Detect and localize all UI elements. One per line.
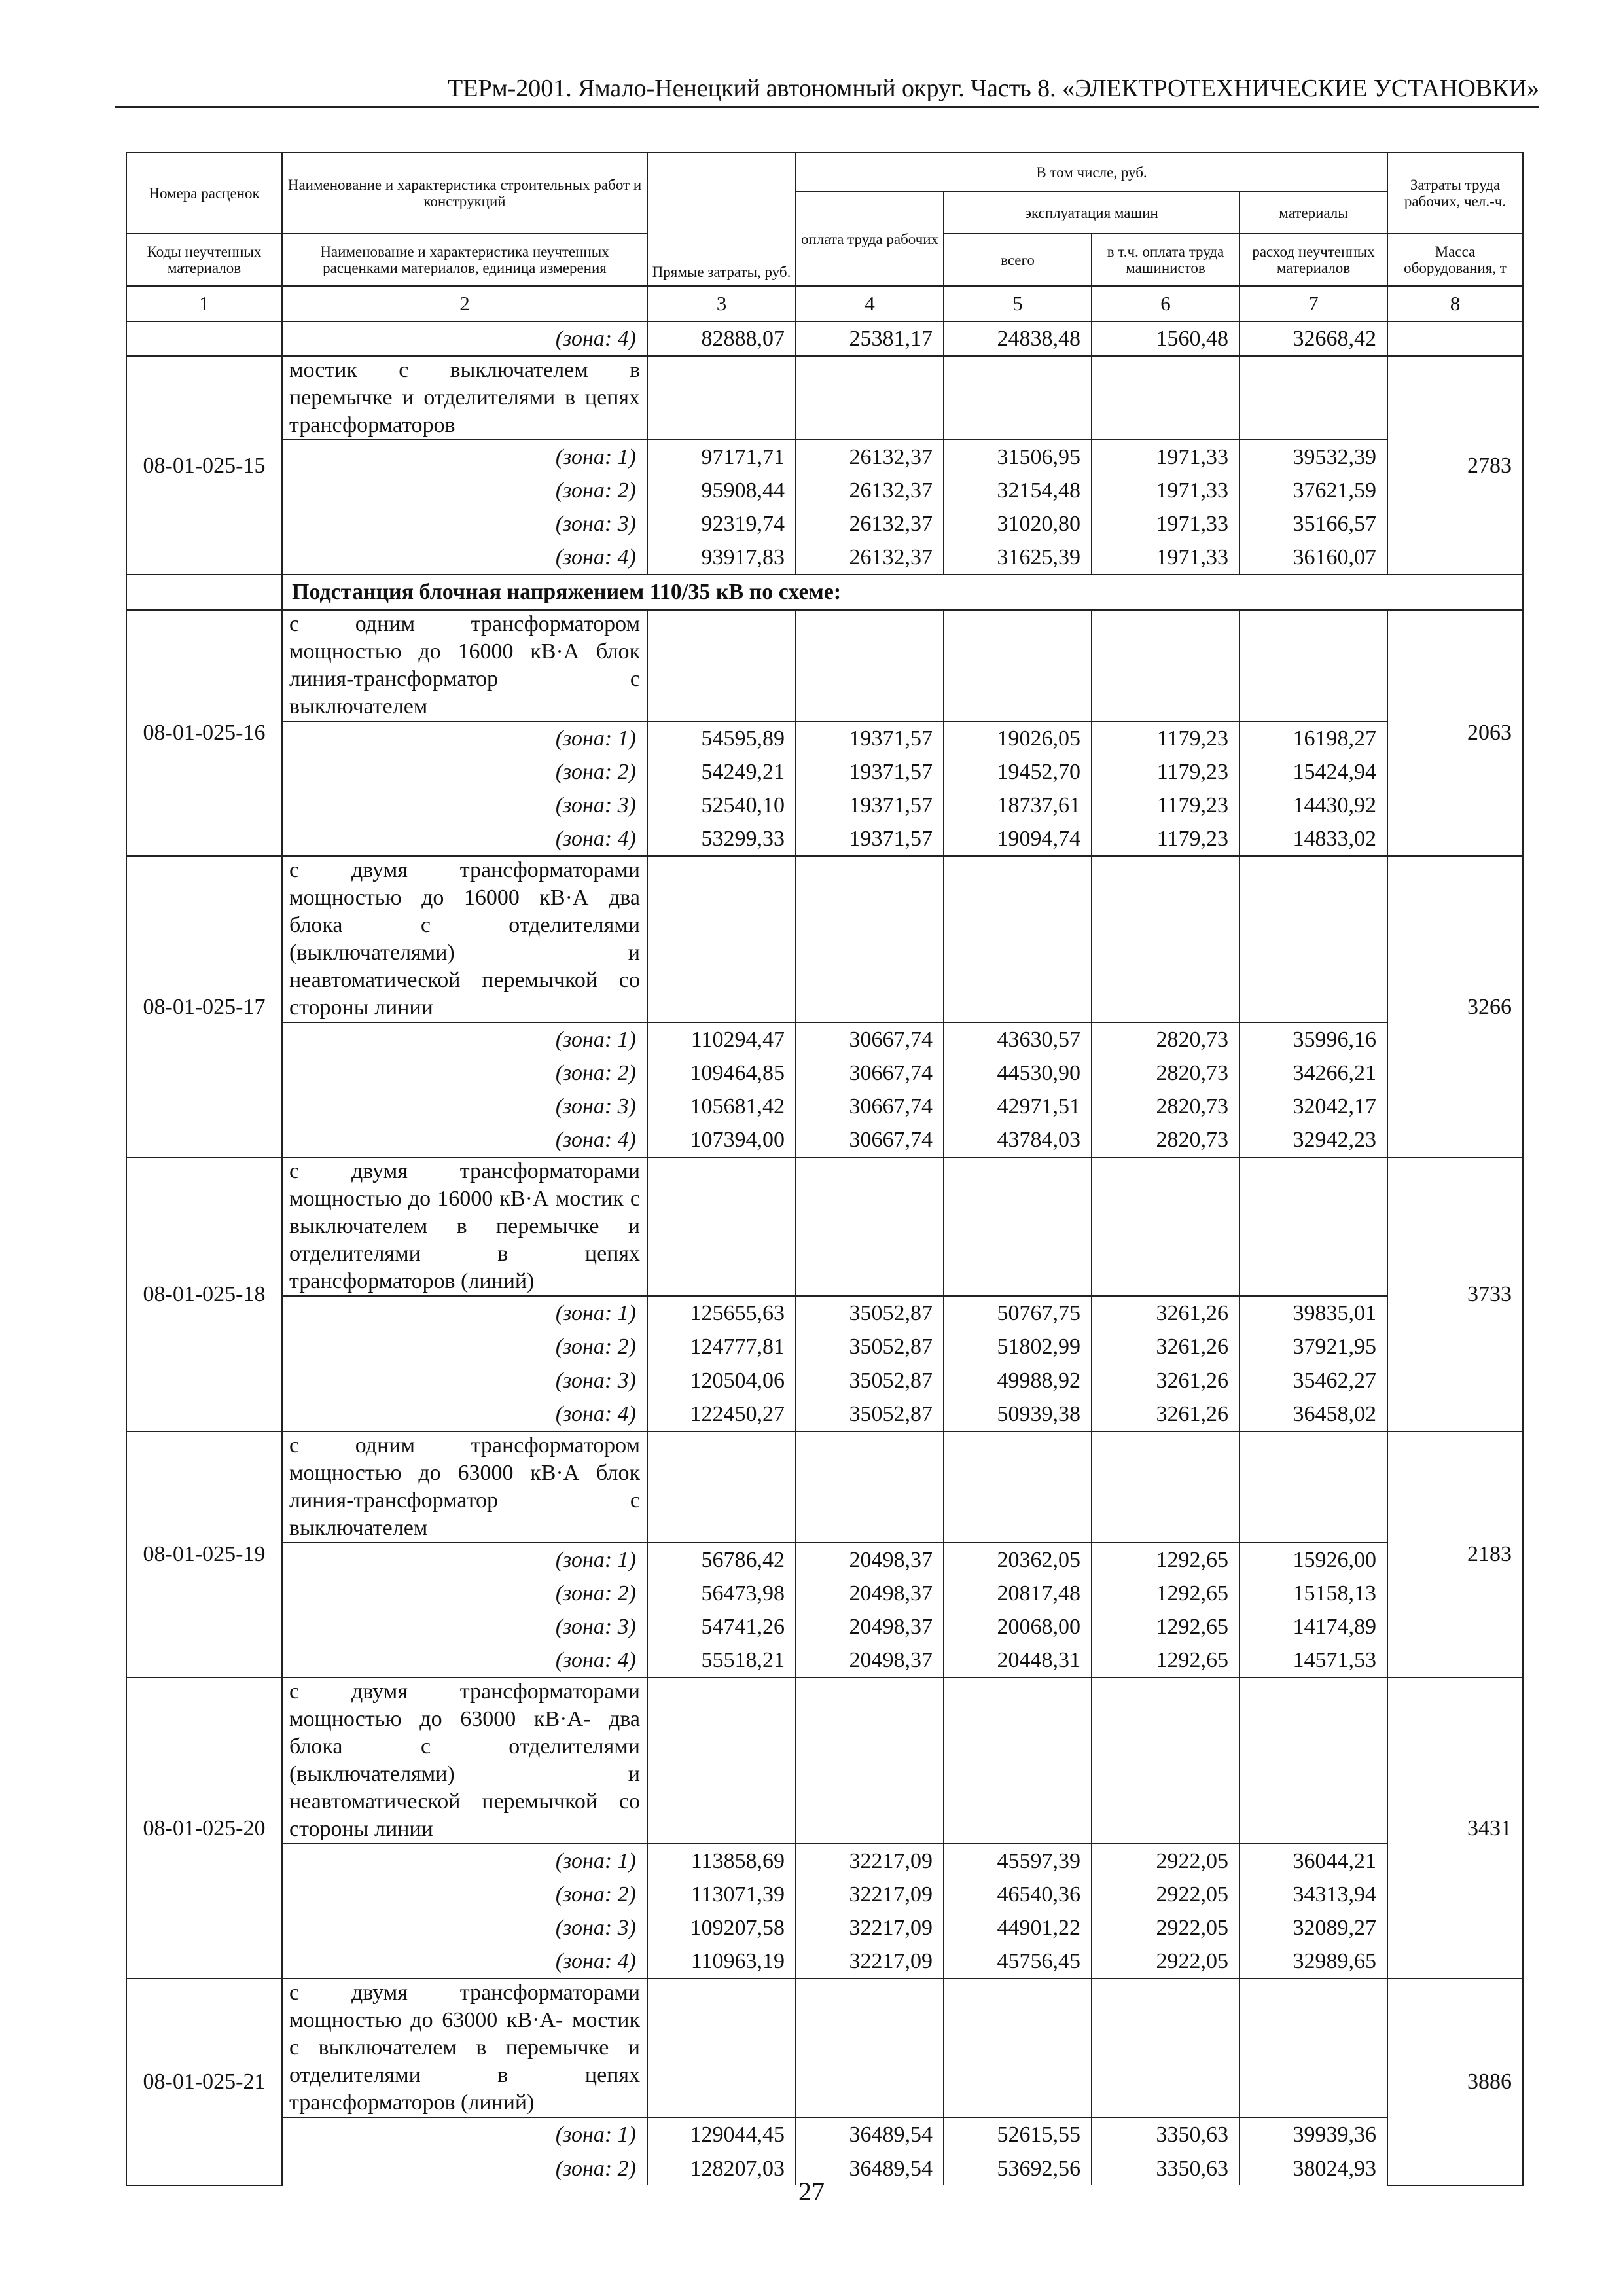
col4-header: оплата труда рабочих (796, 192, 944, 286)
value-cell: 26132,37 (796, 474, 944, 507)
zone-label: (зона: 2) (282, 474, 647, 507)
value-cell: 31625,39 (944, 541, 1092, 575)
zone-row (126, 440, 1523, 474)
value-cell: 124777,81 (647, 1330, 796, 1363)
value-cell (647, 610, 796, 721)
zone-label: (зона: 4) (282, 1397, 647, 1431)
value-cell: 128207,03 (647, 2152, 796, 2185)
col-number: 1 (126, 286, 282, 321)
value-cell (944, 1157, 1092, 1296)
value-cell (647, 1979, 796, 2117)
col2-bottom-header: Наименование и характеристика неучтенных расценками материалов, единица измерения (282, 234, 647, 286)
value-cell: 44901,22 (944, 1911, 1092, 1945)
column-numbers-row (126, 286, 1523, 321)
work-description: с двумя трансформаторами мощностью до 16000 кВ·А мостик с выключателем в перемычке и отделителями в цепях трансформаторов (линий) (282, 1157, 647, 1296)
zone-label: (зона: 3) (282, 1610, 647, 1643)
value-cell: 54595,89 (647, 721, 796, 755)
value-cell (1092, 610, 1240, 721)
value-cell: 19094,74 (944, 822, 1092, 856)
col-number: 6 (1092, 286, 1240, 321)
zone-label: (зона: 1) (282, 1844, 647, 1878)
value-cell (647, 1677, 796, 1844)
value-cell: 32217,09 (796, 1945, 944, 1979)
zone-label: (зона: 2) (282, 755, 647, 789)
value-cell: 113858,69 (647, 1844, 796, 1878)
value-cell: 2820,73 (1092, 1123, 1240, 1157)
work-description: с двумя трансформаторами мощностью до 63000 кВ·А- два блока с отделителями (выключателями) и неавтоматической перемычкой со стороны линии (282, 1677, 647, 1844)
labor-cost: 2783 (1387, 356, 1523, 575)
value-cell: 3261,26 (1092, 1364, 1240, 1397)
value-cell: 35462,27 (1240, 1364, 1387, 1397)
value-cell: 1179,23 (1092, 755, 1240, 789)
value-cell: 1292,65 (1092, 1610, 1240, 1643)
value-cell (944, 356, 1092, 440)
value-cell: 19371,57 (796, 721, 944, 755)
value-cell: 32042,17 (1240, 1090, 1387, 1123)
value-cell (944, 1431, 1092, 1543)
value-cell: 20068,00 (944, 1610, 1092, 1643)
value-cell: 32089,27 (1240, 1911, 1387, 1945)
value-cell: 30667,74 (796, 1056, 944, 1090)
col6-header: в т.ч. оплата труда машинистов (1092, 234, 1240, 286)
value-cell: 3350,63 (1092, 2152, 1240, 2185)
value-cell: 35052,87 (796, 1397, 944, 1431)
value-cell: 52615,55 (944, 2117, 1092, 2151)
zone-row (126, 1577, 1523, 1610)
value-cell: 109207,58 (647, 1911, 796, 1945)
value-cell: 110294,47 (647, 1022, 796, 1056)
value-cell: 20448,31 (944, 1643, 1092, 1677)
value-cell: 1179,23 (1092, 822, 1240, 856)
value-cell: 30667,74 (796, 1123, 944, 1157)
labor-cost: 3266 (1387, 856, 1523, 1157)
work-description: с одним трансформатором мощностью до 16000 кВ·А блок линия-трансформатор с выключателем (282, 610, 647, 721)
price-table (126, 152, 1524, 2186)
code-cell (126, 321, 282, 356)
value-cell: 15158,13 (1240, 1577, 1387, 1610)
value-cell: 105681,42 (647, 1090, 796, 1123)
work-description: мостик с выключателем в перемычке и отделителями в цепях трансформаторов (282, 356, 647, 440)
value-cell: 2820,73 (1092, 1090, 1240, 1123)
zone-label: (зона: 3) (282, 789, 647, 822)
value-cell: 32154,48 (944, 474, 1092, 507)
zone-row (126, 1543, 1523, 1577)
value-cell: 2922,05 (1092, 1844, 1240, 1878)
value-cell: 20498,37 (796, 1577, 944, 1610)
value-cell (796, 1677, 944, 1844)
zone-row (126, 1844, 1523, 1878)
zone-row (126, 1296, 1523, 1330)
value-cell: 53692,56 (944, 2152, 1092, 2185)
rate-code: 08-01-025-21 (126, 1979, 282, 2185)
zone-row (126, 1878, 1523, 1911)
value-cell: 36458,02 (1240, 1397, 1387, 1431)
machines-header: эксплуатация машин (944, 192, 1240, 234)
value-cell (1240, 1431, 1387, 1543)
value-cell: 1971,33 (1092, 541, 1240, 575)
value-cell: 50939,38 (944, 1397, 1092, 1431)
value-cell: 50767,75 (944, 1296, 1092, 1330)
value-cell: 20817,48 (944, 1577, 1092, 1610)
value-cell: 42971,51 (944, 1090, 1092, 1123)
value-cell (1240, 1979, 1387, 2117)
value-cell: 82888,07 (647, 321, 796, 356)
value-cell: 26132,37 (796, 541, 944, 575)
value-cell: 32942,23 (1240, 1123, 1387, 1157)
col-number: 8 (1387, 286, 1523, 321)
col-number: 3 (647, 286, 796, 321)
value-cell: 107394,00 (647, 1123, 796, 1157)
zone-label: (зона: 2) (282, 2152, 647, 2185)
zone-label: (зона: 1) (282, 2117, 647, 2151)
value-cell: 19371,57 (796, 755, 944, 789)
value-cell: 2922,05 (1092, 1945, 1240, 1979)
value-cell: 35996,16 (1240, 1022, 1387, 1056)
col5-header: всего (944, 234, 1092, 286)
value-cell: 44530,90 (944, 1056, 1092, 1090)
rate-code: 08-01-025-18 (126, 1157, 282, 1431)
value-cell (647, 1157, 796, 1296)
labor-cost: 3431 (1387, 1677, 1523, 1979)
value-cell: 45756,45 (944, 1945, 1092, 1979)
zone-row (126, 1022, 1523, 1056)
zone-label: (зона: 2) (282, 1056, 647, 1090)
value-cell: 55518,21 (647, 1643, 796, 1677)
value-cell: 46540,36 (944, 1878, 1092, 1911)
rate-code: 08-01-025-19 (126, 1431, 282, 1677)
zone-label: (зона: 4) (282, 1643, 647, 1677)
zone-row (126, 2117, 1523, 2151)
zone-row (126, 1945, 1523, 1979)
value-cell: 2820,73 (1092, 1056, 1240, 1090)
value-cell (944, 610, 1092, 721)
value-cell: 43630,57 (944, 1022, 1092, 1056)
value-cell: 35052,87 (796, 1296, 944, 1330)
value-cell (796, 856, 944, 1022)
value-cell: 14571,53 (1240, 1643, 1387, 1677)
value-cell (647, 1431, 796, 1543)
value-cell (647, 356, 796, 440)
table-body (126, 321, 1523, 2185)
zone-row (126, 474, 1523, 507)
zone-row (126, 541, 1523, 575)
value-cell: 56786,42 (647, 1543, 796, 1577)
table-head (126, 152, 1523, 321)
col3-header: Прямые затраты, руб. (647, 152, 796, 286)
value-cell: 52540,10 (647, 789, 796, 822)
value-cell (1092, 1979, 1240, 2117)
zone-label: (зона: 4) (282, 1123, 647, 1157)
value-cell: 120504,06 (647, 1364, 796, 1397)
work-description: с двумя трансформаторами мощностью до 16000 кВ·А два блока с отделителями (выключателями) и неавтоматической перемычкой со стороны линии (282, 856, 647, 1022)
value-cell: 14174,89 (1240, 1610, 1387, 1643)
value-cell: 35052,87 (796, 1330, 944, 1363)
value-cell: 1292,65 (1092, 1543, 1240, 1577)
value-cell (1240, 356, 1387, 440)
value-cell: 30667,74 (796, 1090, 944, 1123)
value-cell: 92319,74 (647, 507, 796, 541)
value-cell (1240, 1157, 1387, 1296)
zone-label: (зона: 3) (282, 507, 647, 541)
zone-label: (зона: 4) (282, 321, 647, 356)
value-cell: 1971,33 (1092, 440, 1240, 474)
value-cell: 39532,39 (1240, 440, 1387, 474)
value-cell: 15926,00 (1240, 1543, 1387, 1577)
section-title: Подстанция блочная напряжением 110/35 кВ по схеме: (282, 575, 1523, 609)
zone-row (126, 1330, 1523, 1363)
value-cell (796, 1979, 944, 2117)
value-cell: 35052,87 (796, 1364, 944, 1397)
value-cell: 31020,80 (944, 507, 1092, 541)
rate-code: 08-01-025-20 (126, 1677, 282, 1979)
value-cell: 34266,21 (1240, 1056, 1387, 1090)
value-cell: 109464,85 (647, 1056, 796, 1090)
value-cell (1240, 856, 1387, 1022)
value-cell: 54249,21 (647, 755, 796, 789)
value-cell (1092, 356, 1240, 440)
value-cell: 32217,09 (796, 1844, 944, 1878)
value-cell: 31506,95 (944, 440, 1092, 474)
value-cell: 14430,92 (1240, 789, 1387, 822)
labor-cell (1387, 321, 1523, 356)
value-cell: 129044,45 (647, 2117, 796, 2151)
value-cell: 18737,61 (944, 789, 1092, 822)
value-cell: 1292,65 (1092, 1643, 1240, 1677)
entry-header-row (126, 1677, 1523, 1844)
zone-label: (зона: 4) (282, 822, 647, 856)
col8-bottom-header: Масса оборудования, т (1387, 234, 1523, 286)
zone-label: (зона: 1) (282, 1543, 647, 1577)
col-number: 7 (1240, 286, 1387, 321)
zone-row (126, 789, 1523, 822)
rate-code: 08-01-025-15 (126, 356, 282, 575)
work-description: с одним трансформатором мощностью до 63000 кВ·А блок линия-трансформатор с выключателем (282, 1431, 647, 1543)
value-cell: 36160,07 (1240, 541, 1387, 575)
value-cell: 1560,48 (1092, 321, 1240, 356)
value-cell: 15424,94 (1240, 755, 1387, 789)
zone-row (126, 755, 1523, 789)
rate-code: 08-01-025-17 (126, 856, 282, 1157)
zone-row (126, 1123, 1523, 1157)
col-number: 5 (944, 286, 1092, 321)
zone-label: (зона: 1) (282, 1296, 647, 1330)
zone-row (126, 1364, 1523, 1397)
value-cell (796, 356, 944, 440)
zone-label: (зона: 2) (282, 1878, 647, 1911)
value-cell: 36044,21 (1240, 1844, 1387, 1878)
value-cell: 37621,59 (1240, 474, 1387, 507)
value-cell: 2922,05 (1092, 1878, 1240, 1911)
zone-label: (зона: 3) (282, 1364, 647, 1397)
value-cell: 32217,09 (796, 1911, 944, 1945)
col1-top-header: Номера расценок (126, 152, 282, 234)
value-cell: 30667,74 (796, 1022, 944, 1056)
labor-cost: 3886 (1387, 1979, 1523, 2185)
materials-header: материалы (1240, 192, 1387, 234)
rate-code: 08-01-025-16 (126, 610, 282, 856)
entry-header-row (126, 610, 1523, 721)
entry-header-row (126, 856, 1523, 1022)
entry-header-row (126, 1431, 1523, 1543)
value-cell: 36489,54 (796, 2152, 944, 2185)
value-cell (1092, 856, 1240, 1022)
col8-top-header: Затраты труда рабочих, чел.-ч. (1387, 152, 1523, 234)
value-cell: 97171,71 (647, 440, 796, 474)
col7-header: расход неучтенных материалов (1240, 234, 1387, 286)
value-cell: 3261,26 (1092, 1330, 1240, 1363)
value-cell: 20498,37 (796, 1543, 944, 1577)
zone-row (126, 1610, 1523, 1643)
section-heading-row (126, 575, 1523, 609)
value-cell: 20498,37 (796, 1610, 944, 1643)
zone-row (126, 822, 1523, 856)
entry-header-row (126, 1979, 1523, 2117)
value-cell (1092, 1677, 1240, 1844)
value-cell (796, 610, 944, 721)
value-cell: 45597,39 (944, 1844, 1092, 1878)
col1-bottom-header: Коды неучтенных материалов (126, 234, 282, 286)
value-cell: 19026,05 (944, 721, 1092, 755)
value-cell: 25381,17 (796, 321, 944, 356)
carry-over-row (126, 321, 1523, 356)
value-cell: 2820,73 (1092, 1022, 1240, 1056)
value-cell (796, 1157, 944, 1296)
value-cell: 19371,57 (796, 822, 944, 856)
value-cell: 49988,92 (944, 1364, 1092, 1397)
zone-label: (зона: 3) (282, 1090, 647, 1123)
value-cell (944, 856, 1092, 1022)
labor-cost: 3733 (1387, 1157, 1523, 1431)
col2-top-header: Наименование и характеристика строительных работ и конструкций (282, 152, 647, 234)
included-header: В том числе, руб. (796, 152, 1387, 192)
value-cell: 1971,33 (1092, 507, 1240, 541)
value-cell: 125655,63 (647, 1296, 796, 1330)
value-cell: 1179,23 (1092, 789, 1240, 822)
zone-row (126, 1090, 1523, 1123)
value-cell: 32989,65 (1240, 1945, 1387, 1979)
value-cell: 3350,63 (1092, 2117, 1240, 2151)
value-cell: 2922,05 (1092, 1911, 1240, 1945)
value-cell: 20498,37 (796, 1643, 944, 1677)
value-cell (1240, 610, 1387, 721)
value-cell: 20362,05 (944, 1543, 1092, 1577)
value-cell: 3261,26 (1092, 1296, 1240, 1330)
value-cell: 19452,70 (944, 755, 1092, 789)
value-cell: 32217,09 (796, 1878, 944, 1911)
value-cell: 37921,95 (1240, 1330, 1387, 1363)
value-cell: 36489,54 (796, 2117, 944, 2151)
value-cell: 38024,93 (1240, 2152, 1387, 2185)
value-cell (944, 1979, 1092, 2117)
value-cell: 54741,26 (647, 1610, 796, 1643)
labor-cost: 2063 (1387, 610, 1523, 856)
value-cell: 34313,94 (1240, 1878, 1387, 1911)
value-cell: 14833,02 (1240, 822, 1387, 856)
value-cell: 16198,27 (1240, 721, 1387, 755)
zone-row (126, 507, 1523, 541)
col-number: 4 (796, 286, 944, 321)
zone-label: (зона: 4) (282, 1945, 647, 1979)
value-cell: 39835,01 (1240, 1296, 1387, 1330)
value-cell: 39939,36 (1240, 2117, 1387, 2151)
value-cell: 1179,23 (1092, 721, 1240, 755)
zone-label: (зона: 3) (282, 1911, 647, 1945)
value-cell: 122450,27 (647, 1397, 796, 1431)
value-cell (647, 856, 796, 1022)
zone-row (126, 1056, 1523, 1090)
value-cell: 110963,19 (647, 1945, 796, 1979)
value-cell: 43784,03 (944, 1123, 1092, 1157)
zone-label: (зона: 2) (282, 1330, 647, 1363)
value-cell: 3261,26 (1092, 1397, 1240, 1431)
value-cell: 51802,99 (944, 1330, 1092, 1363)
page-number: 27 (798, 2177, 825, 2206)
zone-row (126, 1397, 1523, 1431)
value-cell: 32668,42 (1240, 321, 1387, 356)
zone-label: (зона: 1) (282, 721, 647, 755)
zone-label: (зона: 1) (282, 440, 647, 474)
value-cell: 19371,57 (796, 789, 944, 822)
value-cell: 1971,33 (1092, 474, 1240, 507)
labor-cost: 2183 (1387, 1431, 1523, 1677)
value-cell: 113071,39 (647, 1878, 796, 1911)
entry-header-row (126, 1157, 1523, 1296)
zone-label: (зона: 4) (282, 541, 647, 575)
zone-row (126, 721, 1523, 755)
code-cell (126, 575, 282, 609)
entry-header-row (126, 356, 1523, 440)
value-cell: 53299,33 (647, 822, 796, 856)
zone-label: (зона: 1) (282, 1022, 647, 1056)
value-cell: 56473,98 (647, 1577, 796, 1610)
zone-row (126, 1643, 1523, 1677)
value-cell: 93917,83 (647, 541, 796, 575)
value-cell (796, 1431, 944, 1543)
value-cell (1240, 1677, 1387, 1844)
value-cell: 1292,65 (1092, 1577, 1240, 1610)
value-cell (1092, 1431, 1240, 1543)
col-number: 2 (282, 286, 647, 321)
value-cell (944, 1677, 1092, 1844)
work-description: с двумя трансформаторами мощностью до 63000 кВ·А- мостик с выключателем в перемычке и отделителями в цепях трансформаторов (линий) (282, 1979, 647, 2117)
value-cell: 24838,48 (944, 321, 1092, 356)
zone-row (126, 1911, 1523, 1945)
value-cell: 95908,44 (647, 474, 796, 507)
value-cell: 26132,37 (796, 440, 944, 474)
zone-label: (зона: 2) (282, 1577, 647, 1610)
value-cell: 35166,57 (1240, 507, 1387, 541)
value-cell (1092, 1157, 1240, 1296)
value-cell: 26132,37 (796, 507, 944, 541)
running-header: ТЕРм-2001. Ямало-Ненецкий автономный округ. Часть 8. «ЭЛЕКТРОТЕХНИЧЕСКИЕ УСТАНОВКИ» (115, 71, 1539, 108)
